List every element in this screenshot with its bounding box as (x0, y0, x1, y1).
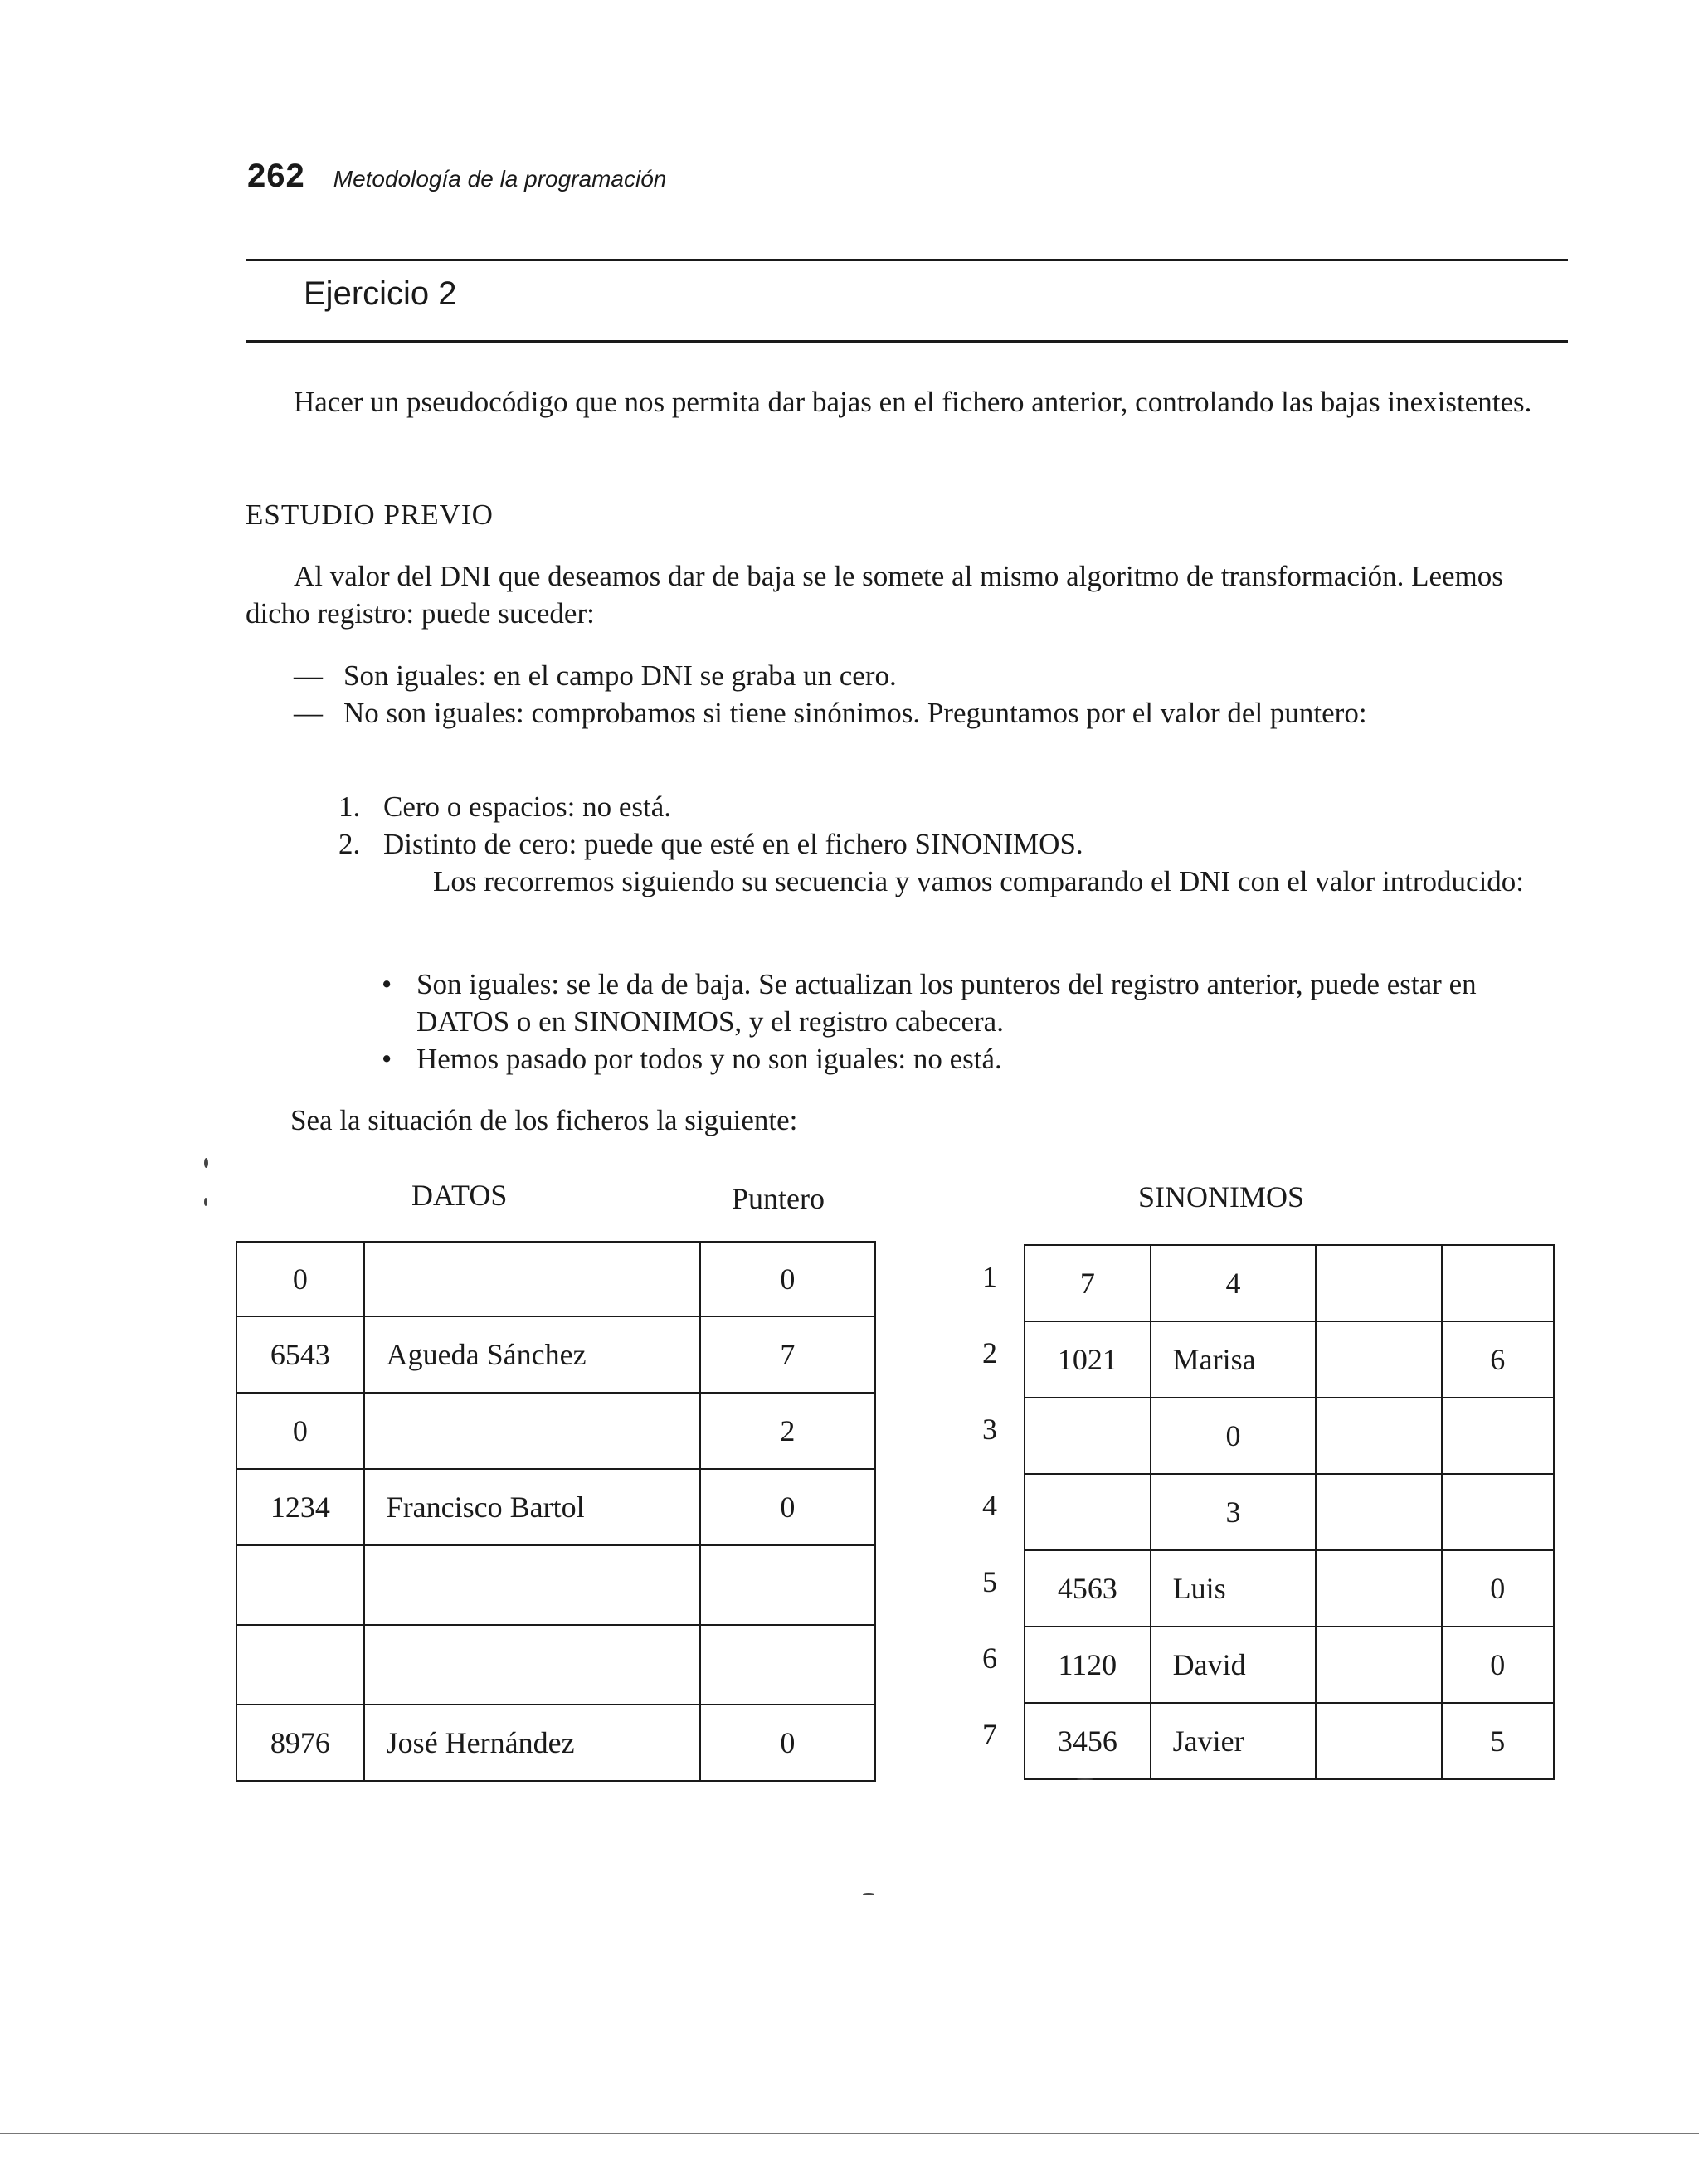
row-number: 6 (982, 1642, 997, 1675)
datos-table (236, 1241, 876, 1782)
name-cell: Luis (1151, 1550, 1317, 1627)
pointer-cell: 0 (700, 1242, 875, 1316)
dni-cell: 1021 (1025, 1321, 1151, 1398)
blank-cell (1316, 1321, 1441, 1398)
pointer-cell (1442, 1245, 1554, 1321)
pointer-cell: 2 (700, 1393, 875, 1469)
name-cell: Agueda Sánchez (364, 1316, 700, 1393)
statement-block (246, 383, 1568, 421)
page-number: 262 (247, 158, 305, 194)
case-text: No son iguales: comprobamos si tiene sinónimos. Preguntamos por el valor del puntero: (343, 697, 1367, 729)
bullet-item (378, 966, 1568, 1040)
blank-cell (1316, 1398, 1441, 1474)
bullets-list (378, 966, 1568, 1077)
name-cell: Marisa (1151, 1321, 1317, 1398)
top-rule (246, 259, 1568, 261)
dni-cell: 0 (236, 1393, 364, 1469)
bullet-mark: • (382, 968, 392, 1000)
blank-cell (1316, 1245, 1441, 1321)
case-item (294, 694, 1568, 732)
bottom-rule (246, 340, 1568, 343)
bullet-mark: • (382, 1043, 392, 1075)
exercise-title: Ejercicio 2 (304, 275, 457, 312)
table-row (236, 1242, 875, 1316)
case-item (294, 657, 1568, 694)
bullet-item (378, 1040, 1568, 1077)
table-row (1025, 1398, 1554, 1474)
scan-speck (1077, 1778, 1093, 1780)
datos-caption: DATOS (411, 1179, 508, 1212)
row-number: 5 (982, 1565, 997, 1598)
dash-mark: — (294, 659, 323, 692)
name-cell (364, 1545, 700, 1625)
intro-paragraph: Al valor del DNI que deseamos dar de baja se le somete al mismo algoritmo de transformación. Leemos dicho registro: puede suceder: (246, 560, 1503, 630)
scan-speck (204, 1198, 207, 1206)
name-cell: 0 (1151, 1398, 1317, 1474)
pointer-cell (1442, 1474, 1554, 1550)
row-number: 4 (982, 1489, 997, 1522)
blank-cell (1316, 1550, 1441, 1627)
row-number: 2 (982, 1336, 997, 1369)
blank-cell (1316, 1627, 1441, 1703)
row-number: 3 (982, 1413, 997, 1446)
name-cell (364, 1625, 700, 1705)
bullet-text: Son iguales: se le da de baja. Se actualizan los punteros del registro anterior, puede estar en DATOS o en SINONIMOS, y el registro cabecera. (416, 968, 1477, 1038)
dash-mark: — (294, 697, 323, 729)
scan-speck (863, 1893, 874, 1895)
table-row (1025, 1321, 1554, 1398)
subcase-item (338, 825, 1568, 863)
scan-speck (204, 1158, 208, 1168)
dni-cell: 3456 (1025, 1703, 1151, 1779)
dni-cell (236, 1625, 364, 1705)
dni-cell: 0 (236, 1242, 364, 1316)
statement: Hacer un pseudocódigo que nos permita dar bajas en el fichero anterior, controlando las bajas inexistentes. (294, 386, 1532, 418)
cases-list (294, 657, 1568, 732)
table-row (1025, 1550, 1554, 1627)
book-title: Metodología de la programación (333, 166, 667, 192)
dni-cell: 6543 (236, 1316, 364, 1393)
row-number: 7 (982, 1718, 997, 1751)
table-row (1025, 1703, 1554, 1779)
intro-block (246, 557, 1568, 632)
name-cell: 4 (1151, 1245, 1317, 1321)
puntero-caption: Puntero (732, 1182, 825, 1215)
section-heading: ESTUDIO PREVIO (246, 499, 494, 531)
pointer-cell: 7 (700, 1316, 875, 1393)
table-row (236, 1469, 875, 1545)
name-cell: José Hernández (364, 1705, 700, 1781)
subcase-number: 1. (338, 790, 361, 823)
table-row (1025, 1474, 1554, 1550)
blank-cell (1316, 1474, 1441, 1550)
case-text: Son iguales: en el campo DNI se graba un cero. (343, 659, 897, 692)
dni-cell: 1234 (236, 1469, 364, 1545)
name-cell: David (1151, 1627, 1317, 1703)
table-row (236, 1545, 875, 1625)
table-row (1025, 1245, 1554, 1321)
scan-edge-line (0, 2133, 1699, 2134)
sinonimos-table (1024, 1244, 1555, 1780)
pointer-cell (700, 1545, 875, 1625)
name-cell: Javier (1151, 1703, 1317, 1779)
subcases-list (338, 788, 1568, 900)
subcase-continuation: Los recorremos siguiendo su secuencia y vamos comparando el DNI con el valor introducido: (433, 865, 1525, 897)
subcase-item (338, 788, 1568, 825)
table-row (236, 1316, 875, 1393)
dni-cell: 7 (1025, 1245, 1151, 1321)
dni-cell: 1120 (1025, 1627, 1151, 1703)
subcase-text: Distinto de cero: puede que esté en el fichero SINONIMOS. (383, 828, 1083, 860)
pointer-cell: 0 (700, 1469, 875, 1545)
table-row (236, 1393, 875, 1469)
dni-cell: 8976 (236, 1705, 364, 1781)
name-cell: Francisco Bartol (364, 1469, 700, 1545)
pointer-cell: 5 (1442, 1703, 1554, 1779)
pointer-cell (1442, 1398, 1554, 1474)
pointer-cell: 6 (1442, 1321, 1554, 1398)
table-row (236, 1625, 875, 1705)
table-row (236, 1705, 875, 1781)
subcase-number: 2. (338, 828, 361, 860)
situation-intro: Sea la situación de los ficheros la siguiente: (290, 1104, 798, 1136)
table-row (1025, 1627, 1554, 1703)
sinonimos-caption: SINONIMOS (1138, 1180, 1305, 1214)
dni-cell (1025, 1398, 1151, 1474)
dni-cell (236, 1545, 364, 1625)
pointer-cell: 0 (700, 1705, 875, 1781)
pointer-cell (700, 1625, 875, 1705)
blank-cell (1316, 1703, 1441, 1779)
dni-cell: 4563 (1025, 1550, 1151, 1627)
dni-cell (1025, 1474, 1151, 1550)
pointer-cell: 0 (1442, 1550, 1554, 1627)
subcase-text: Cero o espacios: no está. (383, 790, 671, 823)
bullet-text: Hemos pasado por todos y no son iguales: no está. (416, 1043, 1002, 1075)
pointer-cell: 0 (1442, 1627, 1554, 1703)
name-cell (364, 1242, 700, 1316)
running-head (247, 158, 666, 195)
name-cell (364, 1393, 700, 1469)
name-cell: 3 (1151, 1474, 1317, 1550)
row-number: 1 (982, 1260, 997, 1293)
